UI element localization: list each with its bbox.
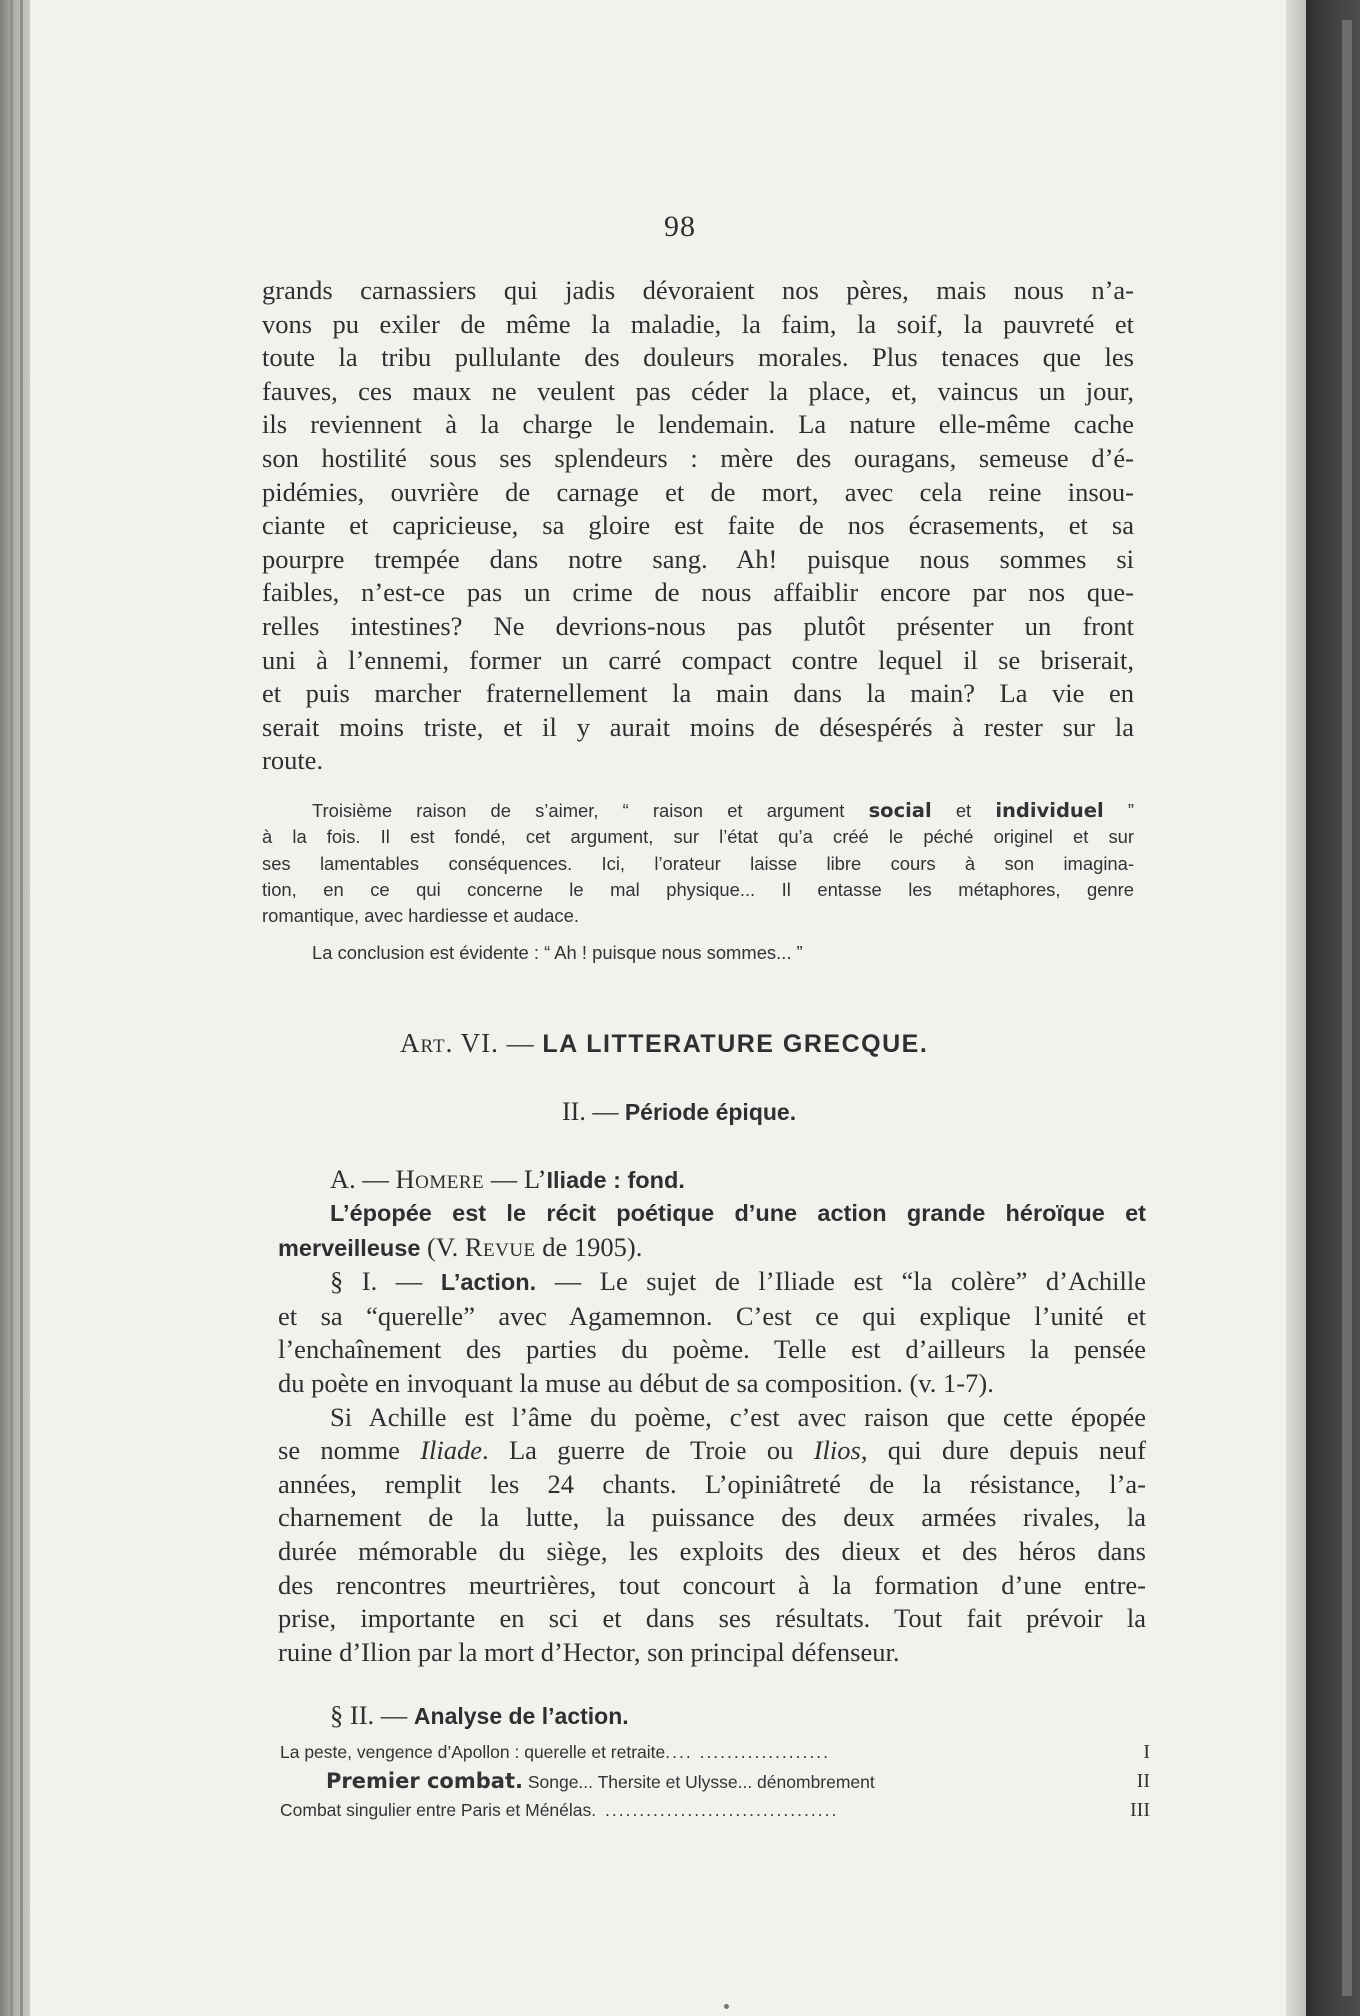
p3-text: se nomme: [278, 1435, 421, 1466]
note-conclusion: La conclusion est évidente : “ Ah ! puisque nous sommes... ”: [312, 942, 803, 963]
definition-bold: merveilleuse: [278, 1234, 421, 1261]
commentary-note: [262, 798, 1134, 929]
text-line: prise, importante en sci et dans ses résultats. Tout fait prévoir la: [278, 1603, 1146, 1634]
section-a-author: Homere: [395, 1164, 485, 1194]
list-item-text: La peste, vengence d’Apollon : querelle et retraite: [280, 1742, 666, 1762]
list-item: [280, 1738, 1150, 1767]
text-line: uni à l’ennemi, former un carré compact contre lequel il se briserait,: [262, 644, 1134, 675]
binding-strip: [10, 0, 13, 2016]
analysis-list: [280, 1738, 1150, 1825]
paragraph-1: [262, 274, 1134, 778]
text-line: vons pu exiler de même la maladie, la faim, la soif, la pauvreté et: [262, 308, 1134, 339]
note-line: ses lamentables conséquences. Ici, l’orateur laisse libre cours à son imagina-: [262, 852, 1134, 874]
text-line: serait moins triste, et il y aurait moins de désespérés à rester sur la: [262, 711, 1134, 742]
definition-text: (V.: [420, 1231, 465, 1262]
note-emphasis: individuel: [995, 799, 1104, 822]
section-a-prefix: A. —: [330, 1164, 396, 1194]
action-prefix: § I. —: [330, 1266, 441, 1297]
definition-text: de 1905).: [535, 1231, 643, 1262]
list-item: [280, 1796, 1150, 1825]
text-line: des rencontres meurtrières, tout concourt à la formation d’une entre-: [278, 1569, 1146, 1600]
text-line: [278, 1231, 1146, 1266]
text-line: son hostilité sous ses splendeurs : mère des ouragans, semeuse d’é-: [262, 442, 1134, 473]
text-line: grands carnassiers qui jadis dévoraient nos pères, mais nous n’a-: [262, 275, 1134, 305]
note-line: tion, en ce qui concerne le mal physique... Il entasse les métaphores, genre: [262, 878, 1134, 900]
text-line: du poète en invoquant la muse au début de sa composition. (v. 1-7).: [278, 1367, 994, 1398]
note-text: Troisième raison de s’aimer, “ raison et argument: [312, 800, 869, 821]
page-shadow: [1286, 0, 1306, 2016]
text-line: faibles, n’est-ce pas un crime de nous affaiblir encore par nos que-: [262, 577, 1134, 608]
list-item-title: [326, 1767, 1080, 1797]
p3-italic: Iliade: [420, 1435, 483, 1466]
text-line: et sa “querelle” avec Agamemnon. C’est ce qui explique l’unité et: [278, 1300, 1146, 1331]
note-text: et: [931, 800, 996, 821]
chant-number: III: [1130, 1799, 1150, 1821]
list-item: [280, 1767, 1150, 1796]
page-number: 98: [664, 210, 696, 243]
list-item-leader: .... ...................: [665, 1742, 830, 1762]
section-a-title: Iliade : fond.: [546, 1167, 685, 1193]
list-item-text: Songe... Thersite et Ulysse... dénombrement: [522, 1772, 875, 1792]
text-line: fauves, ces maux ne veulent pas céder la place, et, vaincus un jour,: [262, 375, 1134, 406]
text-line: pidémies, ouvrière de carnage et de mort, avec cela reine insou-: [262, 476, 1134, 507]
article-prefix: Art. VI. —: [400, 1028, 543, 1058]
note-line: à la fois. Il est fondé, cet argument, sur l’état qu’a créé le péché originel et sur: [262, 826, 1134, 848]
text-line: [278, 1434, 1146, 1468]
note-text: ”: [1103, 800, 1134, 821]
list-item-leader: . ..................................: [591, 1800, 839, 1820]
text-line: toute la tribu pullulante des douleurs morales. Plus tenaces que les: [262, 342, 1134, 373]
text-line: Si Achille est l’âme du poème, c’est avec raison que cette épopée: [330, 1401, 1146, 1432]
text-line: ruine d’Ilion par la mort d’Hector, son principal défenseur.: [278, 1636, 900, 1667]
text-line: pourpre trempée dans notre sang. Ah! puisque nous sommes si: [262, 543, 1134, 574]
section-2-prefix: § II. —: [330, 1700, 414, 1730]
text-line: [278, 1265, 1146, 1300]
text-line: route.: [262, 745, 324, 776]
list-item-text: Combat singulier entre Paris et Ménélas: [280, 1800, 592, 1820]
section-a-heading: [330, 1164, 685, 1195]
text-line: ils reviennent à la charge le lendemain. La nature elle-même cache: [262, 409, 1134, 440]
definition-text: L’épopée est le récit poétique d’une action grande héroïque et: [330, 1200, 1146, 1226]
period-heading: [562, 1097, 796, 1127]
text-line: durée mémorable du siège, les exploits des dieux et des héros dans: [278, 1535, 1146, 1566]
iliade-body: [278, 1196, 1146, 1669]
binding-strip: [20, 0, 23, 2016]
text-line: ciante et capricieuse, sa gloire est faite de nos écrasements, et sa: [262, 510, 1134, 541]
list-item-title: [280, 1738, 1080, 1767]
list-item-bold: Premier combat.: [326, 1769, 523, 1793]
p3-italic: Ilios: [813, 1435, 861, 1466]
section-2-title: Analyse de l’action.: [413, 1703, 629, 1729]
list-item-title: [280, 1796, 1080, 1825]
text-line: et puis marcher fraternellement la main dans la main? La vie en: [262, 678, 1134, 709]
print-mark: [724, 2004, 729, 2009]
chant-number: I: [1143, 1741, 1150, 1763]
period-title: Période épique.: [624, 1099, 797, 1125]
p3-text: , qui dure depuis neuf: [860, 1435, 1146, 1466]
text-line: [278, 1196, 1146, 1231]
note-line: [262, 798, 1134, 824]
note-emphasis: social: [868, 799, 932, 822]
chant-number: II: [1136, 1770, 1150, 1792]
section-a-dash: — L’: [484, 1164, 547, 1194]
binding-edge: [0, 0, 30, 2016]
definition-revue: Revue: [464, 1231, 536, 1262]
text-line: charnement de la lutte, la puissance des deux armées rivales, la: [278, 1502, 1146, 1533]
action-label: L’action.: [440, 1269, 537, 1296]
p3-text: . La guerre de Troie ou: [482, 1435, 814, 1466]
text-line: l’enchaînement des parties du poème. Telle est d’ailleurs la pensée: [278, 1334, 1146, 1365]
note-line: romantique, avec hardiesse et audace.: [262, 905, 579, 927]
section-2-heading: [330, 1700, 629, 1731]
period-prefix: II. —: [562, 1097, 625, 1126]
article-title: LA LITTERATURE GRECQUE.: [542, 1030, 929, 1058]
text-line: années, remplit les 24 chants. L’opiniâtreté de la résistance, l’a-: [278, 1468, 1146, 1499]
text-line: relles intestines? Ne devrions-nous pas plutôt présenter un front: [262, 610, 1134, 641]
next-page-edge: [1306, 0, 1360, 2016]
action-text: — Le sujet de l’Iliade est “la colère” d’Achille: [536, 1266, 1146, 1297]
next-page-strip: [1342, 20, 1352, 1996]
article-heading: [400, 1028, 928, 1059]
